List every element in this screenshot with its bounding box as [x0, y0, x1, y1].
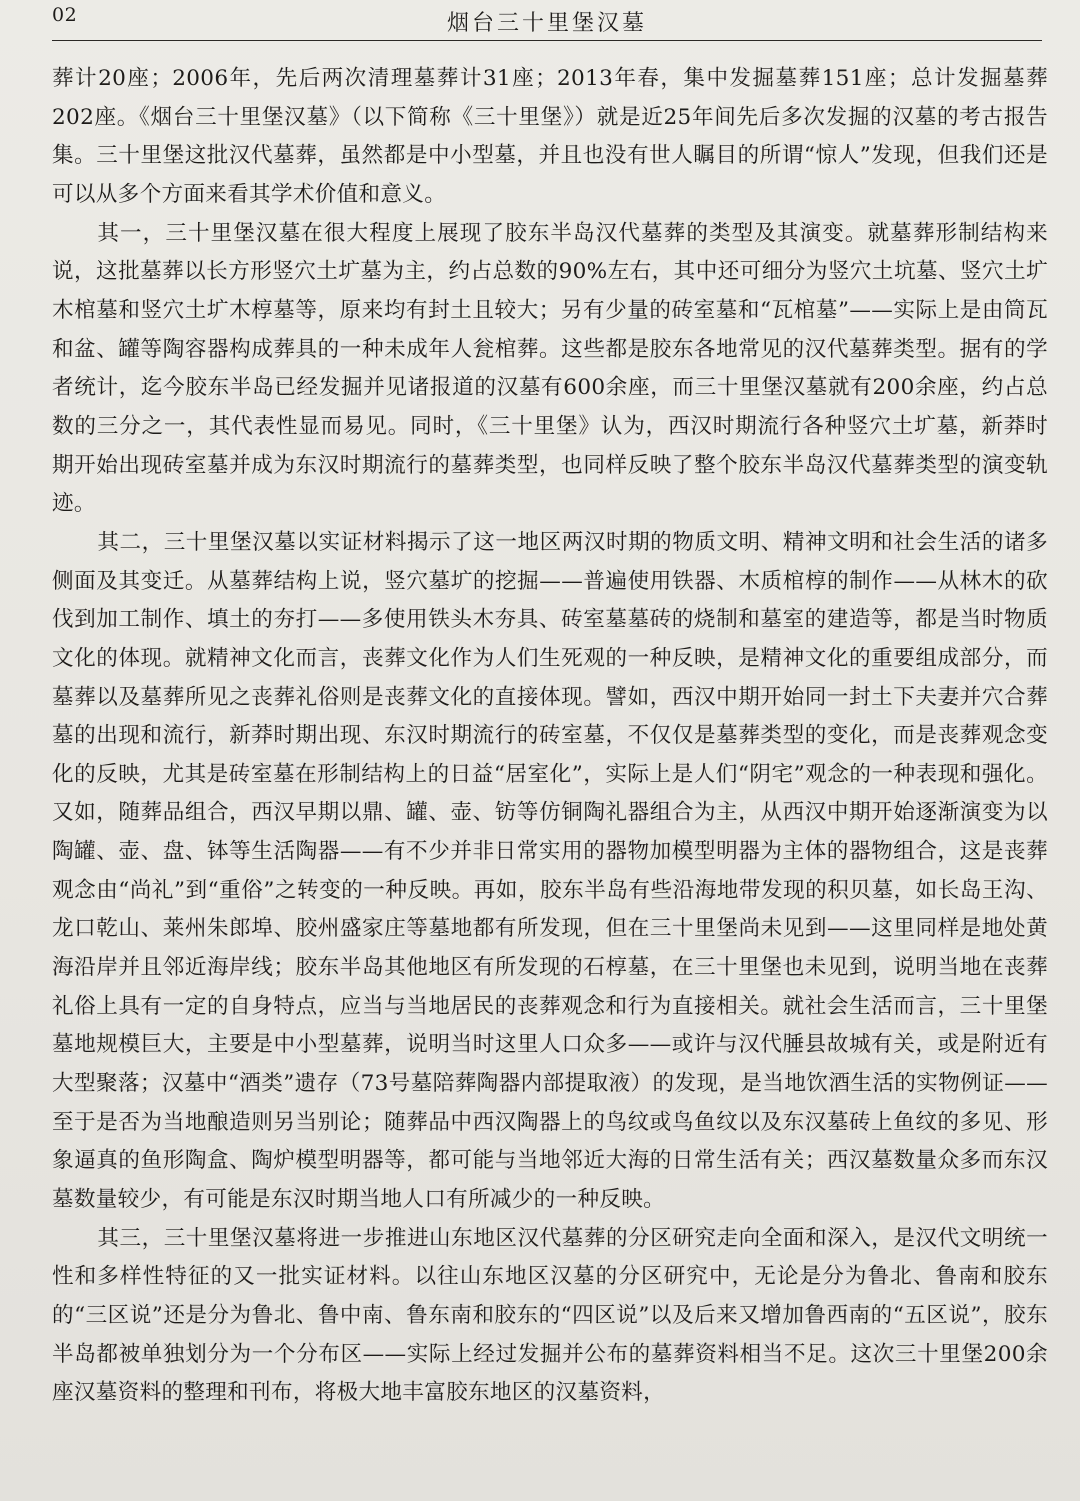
body-text [52, 60, 1048, 1413]
header-rule [52, 40, 1042, 41]
paragraph-continued: 葬计20座；2006年，先后两次清理墓葬计31座；2013年春，集中发掘墓葬151座；总计发掘墓葬202座。《烟台三十里堡汉墓》（以下简称《三十里堡》）就是近25年间先后多次发掘的汉墓的考古报告集。三十里堡这批汉代墓葬，虽然都是中小型墓，并且也没有世人瞩目的所谓“惊人”发现，但我们还是可以从多个方面来看其学术价值和意义。 [52, 66, 1048, 207]
running-title: 烟台三十里堡汉墓 [446, 11, 647, 36]
paragraph-point-three: 其三，三十里堡汉墓将进一步推进山东地区汉代墓葬的分区研究走向全面和深入，是汉代文明统一性和多样性特征的又一批实证材料。以往山东地区汉墓的分区研究中，无论是分为鲁北、鲁南和胶东的“三区说”还是分为鲁北、鲁中南、鲁东南和胶东的“四区说”以及后来又增加鲁西南的“五区说”，胶东半岛都被单独划分为一个分布区——实际上经过发掘并公布的墓葬资料相当不足。这次三十里堡200余座汉墓资料的整理和刊布，将极大地丰富胶东地区的汉墓资料， [52, 1225, 1048, 1406]
paragraph-point-two: 其二，三十里堡汉墓以实证材料揭示了这一地区两汉时期的物质文明、精神文明和社会生活的诸多侧面及其变迁。从墓葬结构上说，竖穴墓圹的挖掘——普遍使用铁器、木质棺椁的制作——从林木的砍伐到加工制作、填土的夯打——多使用铁头木夯具、砖室墓墓砖的烧制和墓室的建造等，都是当时物质文化的体现。就精神文化而言，丧葬文化作为人们生死观的一种反映，是精神文化的重要组成部分，而墓葬以及墓葬所见之丧葬礼俗则是丧葬文化的直接体现。譬如，西汉中期开始同一封土下夫妻并穴合葬墓的出现和流行，新莽时期出现、东汉时期流行的砖室墓，不仅仅是墓葬类型的变化，而是丧葬观念变化的反映，尤其是砖室墓在形制结构上的日益“居室化”，实际上是人们“阴宅”观念的一种表现和强化。又如，随葬品组合，西汉早期以鼎、罐、壶、钫等仿铜陶礼器组合为主，从西汉中期开始逐渐演变为以陶罐、壶、盘、钵等生活陶器——有不少并非日常实用的器物加模型明器为主体的器物组合，这是丧葬观念由“尚礼”到“重俗”之转变的一种反映。再如，胶东半岛有些沿海地带发现的积贝墓，如长岛王沟、龙口乾山、莱州朱郎埠、胶州盛家庄等墓地都有所发现，但在三十里堡尚未见到——这里同样是地处黄海沿岸并且邻近海岸线；胶东半岛其他地区有所发现的石椁墓，在三十里堡也未见到，说明当地在丧葬礼俗上具有一定的自身特点，应当与当地居民的丧葬观念和行为直接相关。就社会生活而言，三十里堡墓地规模巨大，主要是中小型墓葬，说明当时这里人口众多——或许与汉代腄县故城有关，或是附近有大型聚落；汉墓中“酒类”遗存（73号墓陪葬陶器内部提取液）的发现，是当地饮酒生活的实物例证——至于是否为当地酿造则另当别论；随葬品中西汉陶器上的鸟纹或鸟鱼纹以及东汉墓砖上鱼纹的多见、形象逼真的鱼形陶盒、陶炉模型明器等，都可能与当地邻近大海的日常生活有关；西汉墓数量众多而东汉墓数量较少，有可能是东汉时期当地人口有所减少的一种反映。 [52, 529, 1048, 1213]
paragraph-point-one: 其一，三十里堡汉墓在很大程度上展现了胶东半岛汉代墓葬的类型及其演变。就墓葬形制结构来说，这批墓葬以长方形竖穴土圹墓为主，约占总数的90%左右，其中还可细分为竖穴土坑墓、竖穴土圹木棺墓和竖穴土圹木椁墓等，原来均有封土且较大；另有少量的砖室墓和“瓦棺墓”——实际上是由筒瓦和盆、罐等陶容器构成葬具的一种未成年人瓮棺葬。这些都是胶东各地常见的汉代墓葬类型。据有的学者统计，迄今胶东半岛已经发掘并见诸报道的汉墓有600余座，而三十里堡汉墓就有200余座，约占总数的三分之一，其代表性显而易见。同时，《三十里堡》认为，西汉时期流行各种竖穴土圹墓，新莽时期开始出现砖室墓并成为东汉时期流行的墓葬类型，也同样反映了整个胶东半岛汉代墓葬类型的演变轨迹。 [52, 220, 1048, 517]
page-header [52, 0, 1042, 42]
page-number: 02 [52, 4, 78, 26]
